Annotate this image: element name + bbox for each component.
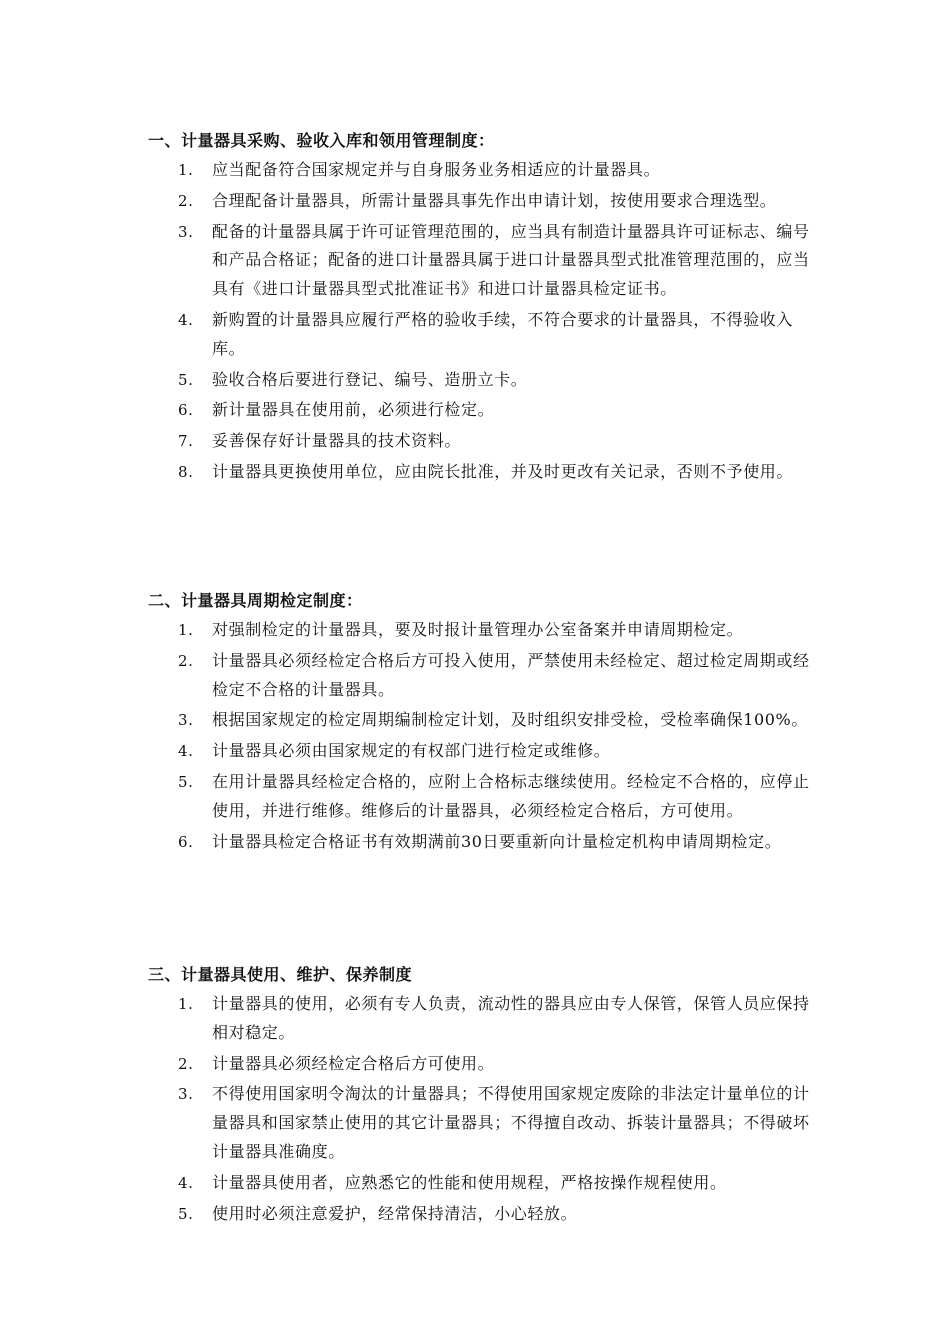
- item-number: 4.: [178, 742, 194, 761]
- item-number: 6.: [178, 401, 194, 420]
- list-item: [148, 1169, 828, 1198]
- item-text: 新购置的计量器具应履行严格的验收手续，不符合要求的计量器具，不得验收入库。: [212, 309, 794, 358]
- item-list: [148, 990, 828, 1228]
- item-number: 1.: [178, 621, 194, 639]
- list-item: [148, 218, 828, 304]
- item-number: 1.: [178, 995, 194, 1013]
- list-item: [148, 1200, 828, 1229]
- section-title: 二、计量器具周期检定制度：: [148, 591, 363, 610]
- section-procurement: [148, 128, 828, 489]
- item-text: 计量器具检定合格证书有效期满前30日要重新向计量检定机构申请周期检定。: [212, 831, 782, 851]
- item-number: 2.: [178, 651, 194, 670]
- item-number: 3.: [178, 711, 194, 730]
- item-number: 3.: [178, 222, 194, 241]
- item-text: 计量器具必须由国家规定的有权部门进行检定或维修。: [212, 741, 611, 761]
- item-list: [148, 616, 828, 856]
- section-use-maintenance: [148, 962, 828, 1230]
- item-list: [148, 156, 828, 487]
- item-text: 合理配备计量器具，所需计量器具事先作出申请计划，按使用要求合理选型。: [212, 190, 777, 210]
- item-text: 新计量器具在使用前，必须进行检定。: [212, 400, 495, 420]
- item-number: 7.: [178, 432, 194, 451]
- item-text: 计量器具必须经检定合格后方可投入使用，严禁使用未经检定、超过检定周期或经检定不合格的计量器具。: [212, 650, 810, 699]
- item-text: 配备的计量器具属于许可证管理范围的，应当具有制造计量器具许可证标志、编号和产品合格证；配备的进口计量器具属于进口计量器具型式批准管理范围的，应当具有《进口计量器具型式批准证书》和进口计量器具检定证书。: [212, 221, 810, 299]
- item-number: 2.: [178, 1054, 194, 1073]
- list-item: [148, 706, 828, 735]
- item-text: 不得使用国家明令淘汰的计量器具；不得使用国家规定废除的非法定计量单位的计量器具和国家禁止使用的其它计量器具；不得擅自改动、拆装计量器具；不得破坏计量器具准确度。: [212, 1084, 810, 1161]
- item-number: 3.: [178, 1085, 194, 1104]
- item-number: 4.: [178, 310, 194, 329]
- list-item: [148, 616, 828, 645]
- item-text: 计量器具的使用，必须有专人负责，流动性的器具应由专人保管，保管人员应保持相对稳定。: [212, 994, 810, 1042]
- item-number: 5.: [178, 772, 194, 791]
- item-number: 4.: [178, 1173, 194, 1192]
- item-text: 计量器具必须经检定合格后方可使用。: [212, 1053, 495, 1073]
- item-number: 5.: [178, 370, 194, 389]
- item-text: 计量器具使用者，应熟悉它的性能和使用规程，严格按操作规程使用。: [212, 1172, 727, 1192]
- section-title: 一、计量器具采购、验收入库和领用管理制度：: [148, 131, 495, 150]
- item-text: 验收合格后要进行登记、编号、造册立卡。: [212, 369, 528, 389]
- item-text: 对强制检定的计量器具，要及时报计量管理办公室备案并申请周期检定。: [212, 620, 744, 639]
- list-item: [148, 156, 828, 185]
- list-item: [148, 366, 828, 395]
- section-periodic-verification: [148, 588, 828, 858]
- item-text: 根据国家规定的检定周期编制检定计划，及时组织安排受检，受检率确保100%。: [212, 710, 808, 730]
- list-item: [148, 427, 828, 456]
- item-number: 5.: [178, 1204, 194, 1223]
- item-number: 1.: [178, 161, 194, 179]
- item-number: 8.: [178, 462, 194, 481]
- list-item: [148, 458, 828, 487]
- item-number: 6.: [178, 832, 194, 851]
- list-item: [148, 737, 828, 766]
- list-item: [148, 768, 828, 826]
- item-number: 2.: [178, 191, 194, 210]
- list-item: [148, 187, 828, 216]
- list-item: [148, 396, 828, 425]
- list-item: [148, 828, 828, 857]
- item-text: 使用时必须注意爱护，经常保持清洁，小心轻放。: [212, 1203, 578, 1223]
- item-text: 应当配备符合国家规定并与自身服务业务相适应的计量器具。: [212, 160, 661, 179]
- list-item: [148, 990, 828, 1048]
- item-text: 在用计量器具经检定合格的，应附上合格标志继续使用。经检定不合格的，应停止使用，并进行维修。维修后的计量器具，必须经检定合格后，方可使用。: [212, 771, 810, 820]
- item-text: 妥善保存好计量器具的技术资料。: [212, 431, 462, 451]
- list-item: [148, 647, 828, 705]
- list-item: [148, 1050, 828, 1079]
- list-item: [148, 1080, 828, 1166]
- list-item: [148, 306, 828, 364]
- item-text: 计量器具更换使用单位，应由院长批准，并及时更改有关记录，否则不予使用。: [212, 461, 794, 481]
- section-title: 三、计量器具使用、维护、保养制度: [148, 965, 413, 984]
